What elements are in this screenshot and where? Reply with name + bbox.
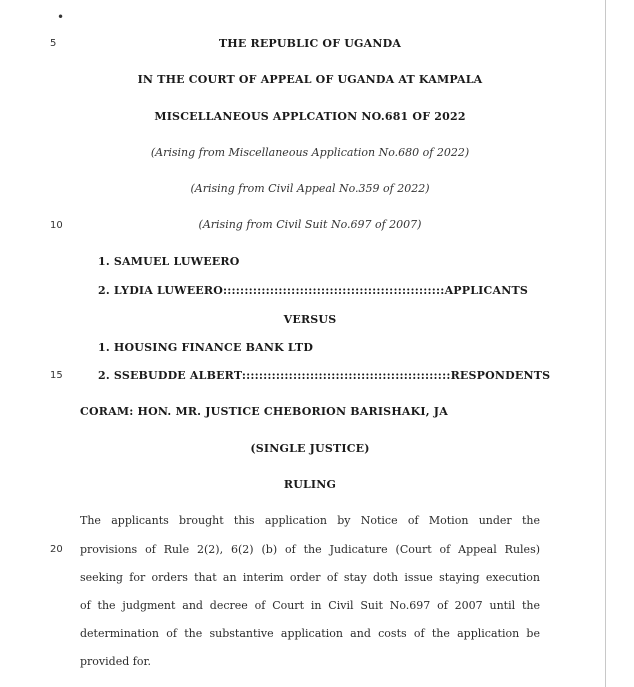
bench-label: (SINGLE JUSTICE) bbox=[250, 442, 370, 455]
line-number-15: 15 bbox=[50, 370, 63, 381]
coram-line: CORAM: HON. MR. JUSTICE CHEBORION BARISHAKI, JA bbox=[80, 405, 448, 418]
body-text-line: of the judgment and decree of Court in Civil Suit No.697 of 2007 until the bbox=[80, 599, 540, 612]
body-text-line: provided for. bbox=[80, 655, 151, 668]
respondent-item: 2. SSEBUDDE ALBERT:::::::::::::::::::::::::::::::::::::::::::::::::RESPONDENTS bbox=[98, 369, 551, 382]
applicant-item: 2. LYDIA LUWEERO::::::::::::::::::::::::::::::::::::::::::::::::::::APPLICANTS bbox=[98, 284, 528, 297]
arising-from-line: (Arising from Civil Suit No.697 of 2007) bbox=[198, 218, 422, 231]
body-text-line: provisions of Rule 2(2), 6(2) (b) of the Judicature (Court of Appeal Rules) bbox=[80, 543, 540, 556]
court-name: IN THE COURT OF APPEAL OF UGANDA AT KAMPALA bbox=[137, 73, 483, 86]
arising-from-line: (Arising from Civil Appeal No.359 of 2022) bbox=[190, 182, 430, 195]
page-edge bbox=[605, 0, 606, 687]
body-text-line: The applicants brought this application by Notice of Motion under the bbox=[80, 514, 540, 527]
body-text-line: seeking for orders that an interim order of stay doth issue staying execution bbox=[80, 571, 540, 584]
section-heading: RULING bbox=[283, 478, 337, 491]
body-text-line: determination of the substantive application and costs of the application be bbox=[80, 627, 540, 640]
page-mark: • bbox=[57, 10, 65, 24]
versus-label: VERSUS bbox=[283, 313, 337, 326]
line-number-20: 20 bbox=[50, 544, 63, 555]
application-number: MISCELLANEOUS APPLCATION NO.681 OF 2022 bbox=[154, 110, 466, 123]
respondent-item: 1. HOUSING FINANCE BANK LTD bbox=[98, 341, 314, 354]
line-number-5: 5 bbox=[50, 38, 57, 49]
line-number-10: 10 bbox=[50, 220, 63, 231]
applicant-item: 1. SAMUEL LUWEERO bbox=[98, 255, 240, 268]
arising-from-line: (Arising from Miscellaneous Application No.680 of 2022) bbox=[150, 146, 470, 159]
document-title: THE REPUBLIC OF UGANDA bbox=[218, 37, 402, 50]
